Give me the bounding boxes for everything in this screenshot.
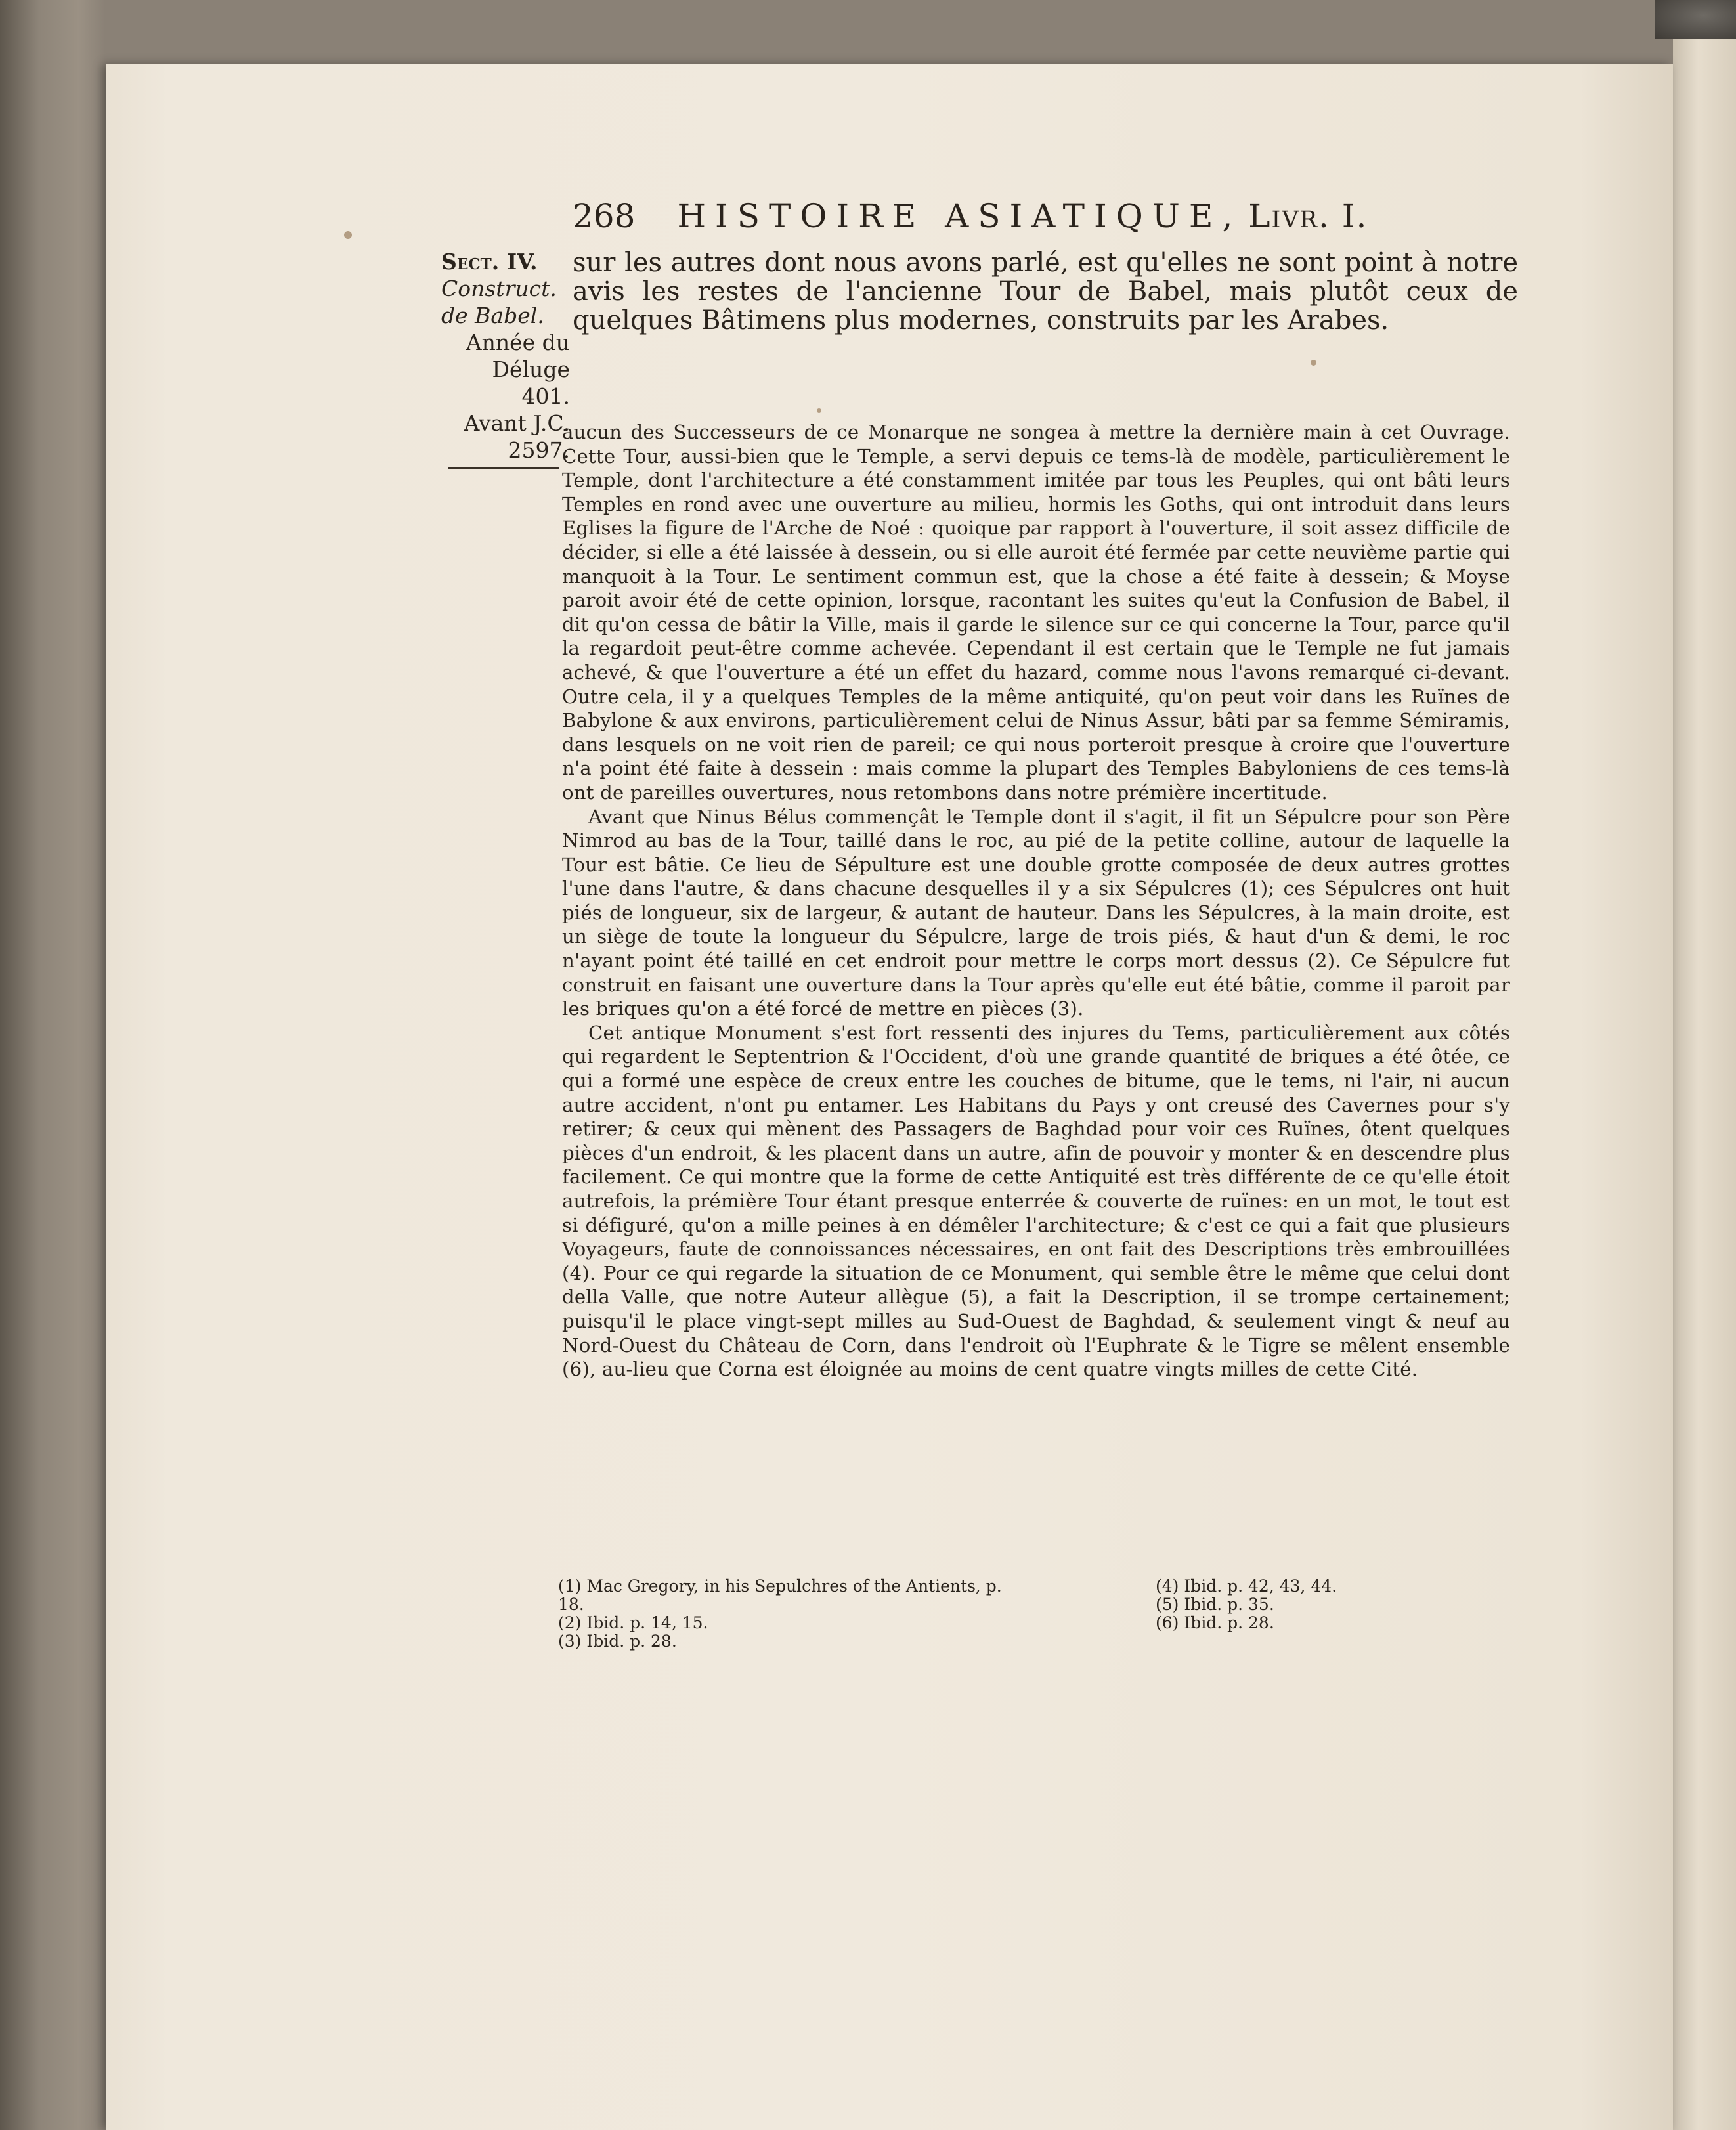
running-header — [573, 197, 1465, 243]
margin-line: Déluge — [492, 357, 570, 382]
margin-line: Sect. IV. — [441, 249, 538, 274]
margin-line: Construct. — [441, 276, 557, 301]
body-paragraph: aucun des Successeurs de ce Monarque ne songea à mettre la dernière main à cet Ouvrage. Cette Tour, aussi-bien que le Temple, a servi depuis ce tems-là de modèle, particulièrement le Temple, dont l'architecture a été constamment imitée par tous les Peuples, qui ont bâti leurs Temples en rond avec une ouverture au milieu, hormis les Goths, qui ont introduit dans leurs Eglises la figure de l'Arche de Noé : quoique par rapport à l'ouverture, il soit assez difficile de décider, si elle a été laissée à dessein, ou si elle auroit été fermée par cette neuvième partie qui manquoit à la Tour. Le sentiment commun est, que la chose a été faite à dessein; & Moyse paroit avoir été de cette opinion, lorsque, racontant les suites qu'eut la Confusion de Babel, il dit qu'on cessa de bâtir la Ville, mais il garde le silence sur ce qui concerne la Tour, parce qu'il la regardoit peut-être comme achevée. Cependant il est certain que le Temple ne fut jamais achevé, & que l'ouverture a été un effet du hazard, comme nous l'avons remarqué ci-devant. Outre cela, il y a quelques Temples de la même antiquité, qu'on peut voir dans les Ruïnes de Babylone & aux environs, particulièrement celui de Ninus Assur, bâti par sa femme Sémiramis, dans lesquels on ne voit rien de pareil; ce qui nous porteroit presque à croire que l'ouverture n'a point été faite à dessein : mais comme la plupart des Temples Babyloniens de ces tems-là ont de pareilles ouvertures, nous retombons dans notre prémière incertitude. — [562, 421, 1510, 804]
facing-page-edge — [1673, 39, 1736, 2130]
margin-note — [441, 248, 570, 469]
foxing-spot — [344, 231, 352, 239]
footnote: (3) Ibid. p. 28. — [558, 1632, 677, 1651]
thumb-shadow — [1655, 0, 1736, 39]
margin-rule — [448, 467, 559, 469]
lead-text-block — [573, 248, 1518, 335]
footnotes — [558, 1577, 1497, 1651]
running-book: Livr. I. — [1248, 197, 1368, 235]
margin-line: Avant J.C. — [464, 410, 570, 436]
footnote: (6) Ibid. p. 28. — [1156, 1613, 1274, 1632]
lead-paragraph: sur les autres dont nous avons parlé, est qu'elles ne sont point à notre avis les restes de l'ancienne Tour de Babel, mais plutôt ceux de quelques Bâtimens plus modernes, construits par les Arabes. — [573, 248, 1518, 336]
margin-line: Année du — [466, 330, 570, 355]
footnote: (5) Ibid. p. 35. — [1156, 1595, 1274, 1614]
page-number: 268 — [573, 197, 636, 235]
margin-line: de Babel. — [441, 303, 544, 328]
margin-line: 401. — [521, 383, 570, 409]
margin-line: 2597. — [508, 437, 570, 463]
body-paragraph: Cet antique Monument s'est fort ressenti des injures du Tems, particulièrement aux côtés qui regardent le Septentrion & l'Occident, d'où une grande quantité de briques a été ôtée, ce qui a formé une espèce de creux entre les couches de bitume, que le tems, ni l'air, ni aucun autre accident, n'ont pu entamer. Les Habitans du Pays y ont creusé des Cavernes pour s'y retirer; & ceux qui mènent des Passagers de Baghdad pour voir ces Ruïnes, ôtent quelques pièces d'un endroit, & les placent dans un autre, afin de pouvoir y monter & en descendre plus facilement. Ce qui montre que la forme de cette Antiquité est très différente de ce qu'elle étoit autrefois, la prémière Tour étant presque enterrée & couverte de ruïnes: en un mot, le tout est si défiguré, qu'on a mille peines à en démêler l'architecture; & c'est ce qui a fait que plusieurs Voyageurs, faute de connoissances nécessaires, en ont fait des Descriptions très embrouillées (4). Pour ce qui regarde la situation de ce Monument, qui semble être le même que celui dont della Valle, que notre Auteur allègue (5), a fait la Description, il se trompe certainement; puisqu'il le place vingt-sept milles au Sud-Ouest de Baghdad, & seulement vingt & neuf au Nord-Ouest du Château de Corn, dans l'endroit où l'Euphrate & le Tigre se mêlent ensemble (6), au-lieu que Corna est éloignée au moins de cent quatre vingts milles de cette Cité. — [562, 1021, 1510, 1381]
footnote: (1) Mac Gregory, in his Sepulchres of the Antients, p. 18. — [558, 1576, 1002, 1614]
footnotes-left-column — [558, 1577, 1005, 1651]
foxing-spot — [817, 408, 821, 413]
foxing-spot — [1311, 360, 1316, 366]
footnotes-right-column — [1156, 1577, 1497, 1651]
body-text — [562, 420, 1510, 1381]
footnote: (4) Ibid. p. 42, 43, 44. — [1156, 1576, 1337, 1596]
running-title: HISTOIRE ASIATIQUE, — [677, 197, 1242, 235]
body-paragraph: Avant que Ninus Bélus commençât le Temple dont il s'agit, il fit un Sépulcre pour son Père Nimrod au bas de la Tour, taillé dans le roc, au pié de la petite colline, autour de laquelle la Tour est bâtie. Ce lieu de Sépulture est une double grotte composée de deux autres grottes l'une dans l'autre, & dans chacune desquelles il y a six Sépulcres (1); ces Sépulcres ont huit piés de longueur, six de largeur, & autant de hauteur. Dans les Sépulcres, à la main droite, est un siège de toute la longueur du Sépulcre, large de trois piés, & haut d'un & demi, le roc n'ayant point été taillé en cet endroit pour mettre le corps mort dessus (2). Ce Sépulcre fut construit en faisant une ouverture dans la Tour après qu'elle eut été bâtie, comme il paroit par les briques qu'on a été forcé de mettre en pièces (3). — [562, 805, 1510, 1020]
footnote: (2) Ibid. p. 14, 15. — [558, 1613, 708, 1632]
